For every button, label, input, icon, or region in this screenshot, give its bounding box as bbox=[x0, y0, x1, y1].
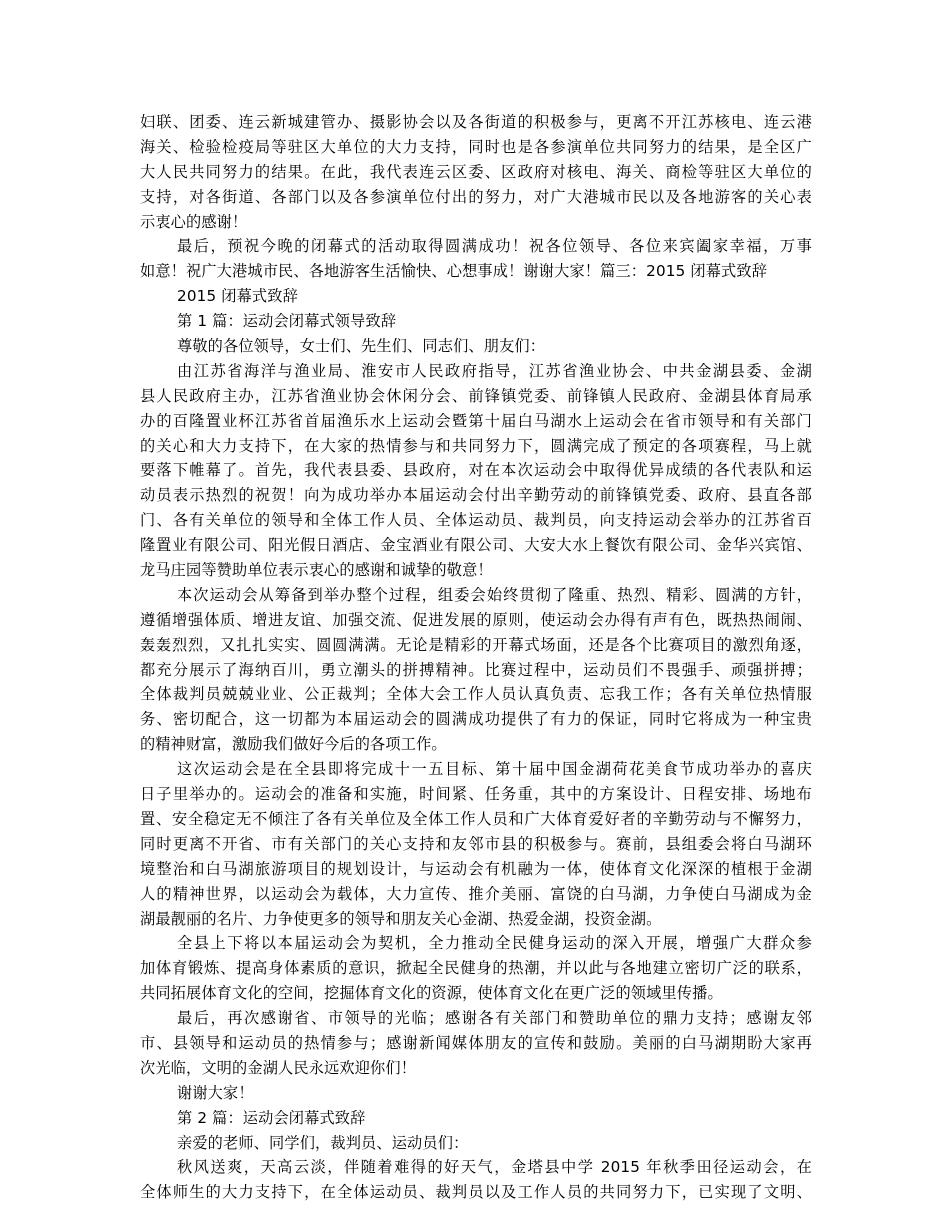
text-line: 湖最靓丽的名片、力争使更多的领导和朋友关心金湖、热爱金湖，投资金湖。 bbox=[140, 909, 662, 928]
text-line: 妇联、团委、连云新城建管办、摄影协会以及各街道的积极参与，更离不开江苏核电、连云港 bbox=[140, 113, 812, 131]
text-line: 门、各有关单位的领导和全体工作人员、全体运动员、裁判员，向支持运动会举办的江苏省百 bbox=[140, 511, 812, 530]
text-line: 都充分展示了海纳百川，勇立潮头的拼搏精神。比赛过程中，运动员们不畏强手、顽强拼搏； bbox=[140, 660, 812, 679]
text-line: 共同拓展体育文化的空间，挖掘体育文化的资源，使体育文化在更广泛的领域里传播。 bbox=[140, 984, 723, 1003]
text-line: 的精神财富，激励我们做好今后的各项工作。 bbox=[140, 735, 447, 754]
text-line: 动员表示热烈的祝贺！向为成功举办本届运动会付出辛勤劳动的前锋镇党委、政府、县直各部 bbox=[140, 486, 812, 505]
text-line: 要落下帷幕了。首先，我代表县委、县政府，对在本次运动会中取得优异成绩的各代表队和运 bbox=[140, 461, 812, 480]
text-line: 市、县领导和运动员的热情参与；感谢新闻媒体朋友的宣传和鼓励。美丽的白马湖期盼大家再 bbox=[140, 1033, 812, 1052]
text-line: 轰轰烈烈，又扎扎实实、圆圆满满。无论是精彩的开幕式场面，还是各个比赛项目的激烈角逐， bbox=[140, 635, 812, 654]
text-line: 最后，预祝今晚的闭幕式的活动取得圆满成功！祝各位领导、各位来宾阖家幸福，万事 bbox=[177, 237, 812, 256]
text-line: 的关心和大力支持下，在大家的热情参与和共同努力下，圆满完成了预定的各项赛程，马上就 bbox=[140, 436, 812, 455]
text-line: 人的精神世界，以运动会为载体，大力宣传、推介美丽、富饶的白马湖，力争使白马湖成为金 bbox=[140, 884, 812, 903]
text-line: 由江苏省海洋与渔业局、淮安市人民政府指导，江苏省渔业协会、中共金湖县委、金湖 bbox=[177, 361, 812, 380]
text-line: 置、安全稳定无不倾注了各有关单位及全体工作人员和广大体育爱好者的辛勤劳动与不懈努力， bbox=[140, 809, 812, 828]
text-line: 遵循增强体质、增进友谊、加强交流、促进发展的原则，使运动会办得有声有色，既热热闹闹、 bbox=[140, 610, 812, 629]
text-line: 谢谢大家！ bbox=[177, 1083, 254, 1102]
text-line: 务、密切配合，这一切都为本届运动会的圆满成功提供了有力的保证，同时它将成为一种宝贵 bbox=[140, 710, 812, 729]
text-line: 全县上下将以本届运动会为契机，全力推动全民健身运动的深入开展，增强广大群众参 bbox=[177, 934, 812, 953]
text-line: 如意！祝广大港城市民、各地游客生活愉快、心想事成！谢谢大家！篇三：2015 闭幕式致辞 bbox=[140, 262, 768, 281]
text-line: 本次运动会从筹备到举办整个过程，组委会始终贯彻了隆重、热烈、精彩、圆满的方针， bbox=[177, 585, 812, 604]
text-line: 第 2 篇：运动会闭幕式致辞 bbox=[177, 1108, 366, 1127]
text-line: 这次运动会是在全县即将完成十一五目标、第十届中国金湖荷花美食节成功举办的喜庆 bbox=[177, 760, 812, 779]
text-line: 日子里举办的。运动会的准备和实施，时间紧、任务重，其中的方案设计、日程安排、场地布 bbox=[140, 785, 812, 804]
text-line: 第 1 篇：运动会闭幕式领导致辞 bbox=[177, 312, 397, 331]
text-line: 隆置业有限公司、阳光假日酒店、金宝酒业有限公司、大安大水上餐饮有限公司、金华兴宾馆、 bbox=[140, 536, 812, 555]
text-line: 县人民政府主办，江苏省渔业协会休闲分会、前锋镇党委、前锋镇人民政府、金湖县体育局承 bbox=[140, 386, 812, 405]
text-line: 全体师生的大力支持下，在全体运动员、裁判员以及工作人员的共同努力下，已实现了文明、 bbox=[140, 1183, 812, 1202]
text-line: 示衷心的感谢！ bbox=[140, 212, 248, 231]
text-line: 最后，再次感谢省、市领导的光临；感谢各有关部门和赞助单位的鼎力支持；感谢友邻 bbox=[177, 1009, 812, 1028]
text-line: 全体裁判员兢兢业业、公正裁判；全体大会工作人员认真负责、忘我工作；各有关单位热情服 bbox=[140, 685, 812, 704]
text-line: 加体育锻炼、提高身体素质的意识，掀起全民健身的热潮，并以此与各地建立密切广泛的联系， bbox=[140, 959, 812, 978]
document-page bbox=[140, 110, 812, 1205]
text-line: 大人民共同努力的结果。在此，我代表连云区委、区政府对核电、海关、商检等驻区大单位的 bbox=[140, 162, 812, 181]
text-line: 亲爱的老师、同学们，裁判员、运动员们： bbox=[177, 1133, 469, 1152]
text-line: 办的百隆置业杯江苏省首届渔乐水上运动会暨第十届白马湖水上运动会在省市领导和有关部门 bbox=[140, 411, 812, 430]
text-line: 海关、检验检疫局等驻区大单位的大力支持，同时也是各参演单位共同努力的结果，是全区广 bbox=[140, 137, 812, 156]
text-line: 龙马庄园等赞助单位表示衷心的感谢和诚挚的敬意！ bbox=[140, 561, 493, 580]
text-line: 尊敬的各位领导，女士们、先生们、同志们、朋友们： bbox=[177, 337, 546, 356]
text-line: 2015 闭幕式致辞 bbox=[177, 287, 298, 306]
text-line: 支持，对各街道、各部门以及各参演单位付出的努力，对广大港城市民以及各地游客的关心表 bbox=[140, 187, 812, 206]
text-line: 秋风送爽，天高云淡，伴随着难得的好天气，金塔县中学 2015 年秋季田径运动会，在 bbox=[177, 1158, 812, 1177]
text-line: 境整治和白马湖旅游项目的规划设计，与运动会有机融为一体，使体育文化深深的植根于金湖 bbox=[140, 859, 812, 878]
text-line: 同时更离不开省、市有关部门的关心支持和友邻市县的积极参与。赛前，县组委会将白马湖环 bbox=[140, 834, 812, 853]
text-line: 次光临，文明的金湖人民永远欢迎你们！ bbox=[140, 1058, 417, 1077]
